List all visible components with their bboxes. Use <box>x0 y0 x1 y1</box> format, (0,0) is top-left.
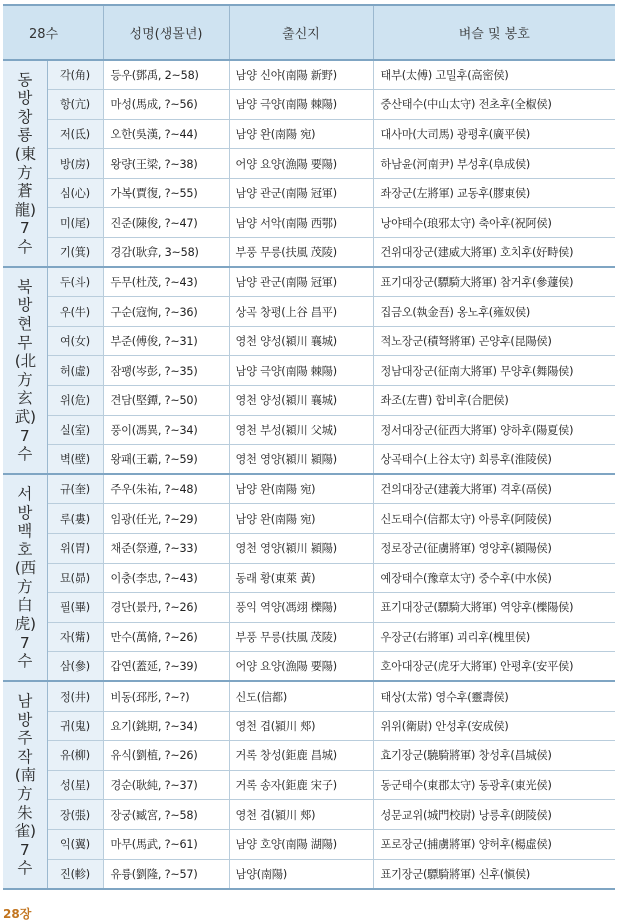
table-row <box>3 859 615 889</box>
title-cell: 상곡태수(上谷太守) 회릉후(淮陵侯) <box>373 445 615 475</box>
place-cell: 남양 극양(南陽 棘陽) <box>229 90 373 120</box>
star-cell: 루(婁) <box>47 504 103 534</box>
title-cell: 효기장군(驍騎將軍) 창성후(昌城侯) <box>373 741 615 771</box>
star-cell: 벽(壁) <box>47 445 103 475</box>
title-cell: 하남윤(河南尹) 부성후(阜成侯) <box>373 149 615 179</box>
table-row <box>3 504 615 534</box>
title-cell: 표기대장군(驃騎大將軍) 역양후(櫟陽侯) <box>373 593 615 623</box>
name-cell: 유식(劉植, ?~26) <box>103 741 229 771</box>
star-cell: 허(虛) <box>47 356 103 386</box>
star-cell: 심(心) <box>47 178 103 208</box>
name-cell: 유륭(劉隆, ?~57) <box>103 859 229 889</box>
star-cell: 자(觜) <box>47 622 103 652</box>
name-cell: 가복(賈復, ?~55) <box>103 178 229 208</box>
table-row <box>3 622 615 652</box>
star-cell: 삼(參) <box>47 652 103 682</box>
group-label: 동방 창룡(東方 蒼龍) 7수 <box>14 70 36 256</box>
table-row <box>3 267 615 297</box>
place-cell: 어양 요양(漁陽 要陽) <box>229 149 373 179</box>
table-row <box>3 149 615 179</box>
place-cell: 영천 양성(潁川 襄城) <box>229 386 373 416</box>
place-cell: 거록 창성(鉅鹿 昌城) <box>229 741 373 771</box>
star-cell: 귀(鬼) <box>47 711 103 741</box>
table-row <box>3 445 615 475</box>
group-label-cell <box>3 267 47 474</box>
place-cell: 거록 송자(鉅鹿 宋子) <box>229 770 373 800</box>
group-label-cell <box>3 60 47 267</box>
header-title: 벼슬 및 봉호 <box>373 5 615 60</box>
title-cell: 정서대장군(征西大將軍) 양하후(陽夏侯) <box>373 415 615 445</box>
place-cell: 남양 관군(南陽 冠軍) <box>229 267 373 297</box>
table-row <box>3 534 615 564</box>
name-cell: 풍이(馮異, ?~34) <box>103 415 229 445</box>
star-cell: 규(奎) <box>47 474 103 504</box>
header-name: 성명(생몰년) <box>103 5 229 60</box>
name-cell: 경순(耿純, ?~37) <box>103 770 229 800</box>
title-cell: 건위대장군(建威大將軍) 호치후(好畤侯) <box>373 238 615 268</box>
name-cell: 이충(李忠, ?~43) <box>103 563 229 593</box>
place-cell: 남양 완(南陽 宛) <box>229 474 373 504</box>
name-cell: 경단(景丹, ?~26) <box>103 593 229 623</box>
header-star: 28수 <box>3 5 103 60</box>
table-row <box>3 652 615 682</box>
place-cell: 영천 영양(潁川 潁陽) <box>229 534 373 564</box>
title-cell: 낭야태수(琅邪太守) 축아후(祝阿侯) <box>373 208 615 238</box>
table-row <box>3 415 615 445</box>
star-cell: 기(箕) <box>47 238 103 268</box>
title-cell: 예장태수(豫章太守) 중수후(中水侯) <box>373 563 615 593</box>
table-row <box>3 681 615 711</box>
table-wrapper <box>3 4 615 890</box>
name-cell: 장궁(臧宮, ?~58) <box>103 800 229 830</box>
name-cell: 마무(馬武, ?~61) <box>103 829 229 859</box>
table-row <box>3 326 615 356</box>
name-cell: 임광(任光, ?~29) <box>103 504 229 534</box>
star-generals-table <box>3 4 615 890</box>
place-cell: 남양 관군(南陽 冠軍) <box>229 178 373 208</box>
title-cell: 건의대장군(建義大將軍) 격후(鬲侯) <box>373 474 615 504</box>
title-cell: 태상(太常) 영수후(靈壽侯) <box>373 681 615 711</box>
group-label: 남방 주작(南方 朱雀) 7수 <box>14 692 36 878</box>
place-cell: 영천 겹(潁川 郟) <box>229 800 373 830</box>
title-cell: 동군태수(東郡太守) 동광후(東光侯) <box>373 770 615 800</box>
title-cell: 성문교위(城門校尉) 낭릉후(朗陵侯) <box>373 800 615 830</box>
star-cell: 항(亢) <box>47 90 103 120</box>
place-cell: 영천 겹(潁川 郟) <box>229 711 373 741</box>
star-cell: 실(室) <box>47 415 103 445</box>
title-cell: 위위(衛尉) 안성후(安成侯) <box>373 711 615 741</box>
title-cell: 적노장군(積弩將軍) 곤양후(昆陽侯) <box>373 326 615 356</box>
table-row <box>3 829 615 859</box>
place-cell: 영천 부성(潁川 父城) <box>229 415 373 445</box>
place-cell: 풍익 역양(馮翊 櫟陽) <box>229 593 373 623</box>
star-cell: 두(斗) <box>47 267 103 297</box>
name-cell: 견담(堅鐔, ?~50) <box>103 386 229 416</box>
table-row <box>3 474 615 504</box>
star-cell: 묘(昴) <box>47 563 103 593</box>
table-row <box>3 563 615 593</box>
name-cell: 오한(吳漢, ?~44) <box>103 119 229 149</box>
place-cell: 남양(南陽) <box>229 859 373 889</box>
star-cell: 유(柳) <box>47 741 103 771</box>
place-cell: 어양 요양(漁陽 要陽) <box>229 652 373 682</box>
title-cell: 우장군(右將軍) 괴리후(槐里侯) <box>373 622 615 652</box>
name-cell: 부준(傅俊, ?~31) <box>103 326 229 356</box>
table-row <box>3 770 615 800</box>
star-cell: 위(胃) <box>47 534 103 564</box>
table-row <box>3 593 615 623</box>
name-cell: 만수(萬脩, ?~26) <box>103 622 229 652</box>
group-label: 북방 현무(北方 玄武) 7수 <box>14 277 36 464</box>
name-cell: 왕량(王梁, ?~38) <box>103 149 229 179</box>
star-cell: 필(畢) <box>47 593 103 623</box>
title-cell: 중산태수(中山太守) 전초후(全椒侯) <box>373 90 615 120</box>
star-cell: 장(張) <box>47 800 103 830</box>
group-label-cell <box>3 474 47 681</box>
star-cell: 여(女) <box>47 326 103 356</box>
place-cell: 동래 황(東萊 黃) <box>229 563 373 593</box>
table-row <box>3 711 615 741</box>
place-cell: 남양 신야(南陽 新野) <box>229 60 373 90</box>
table-header-row <box>3 5 615 60</box>
table-row <box>3 119 615 149</box>
place-cell: 남양 완(南陽 宛) <box>229 119 373 149</box>
name-cell: 비동(邳彤, ?~?) <box>103 681 229 711</box>
name-cell: 구순(寇恂, ?~36) <box>103 297 229 327</box>
table-row <box>3 238 615 268</box>
name-cell: 두무(杜茂, ?~43) <box>103 267 229 297</box>
table-row <box>3 800 615 830</box>
title-cell: 호아대장군(虎牙大將軍) 안평후(安平侯) <box>373 652 615 682</box>
place-cell: 영천 양성(潁川 襄城) <box>229 326 373 356</box>
name-cell: 잠팽(岑彭, ?~35) <box>103 356 229 386</box>
name-cell: 채준(祭遵, ?~33) <box>103 534 229 564</box>
title-cell: 태부(太傅) 고밀후(高密侯) <box>373 60 615 90</box>
title-cell: 집금오(執金吾) 옹노후(雍奴侯) <box>373 297 615 327</box>
title-cell: 대사마(大司馬) 광평후(廣平侯) <box>373 119 615 149</box>
star-cell: 미(尾) <box>47 208 103 238</box>
star-cell: 방(房) <box>47 149 103 179</box>
star-cell: 위(危) <box>47 386 103 416</box>
title-cell: 정남대장군(征南大將軍) 무양후(舞陽侯) <box>373 356 615 386</box>
place-cell: 부풍 무릉(扶風 茂陵) <box>229 622 373 652</box>
star-cell: 익(翼) <box>47 829 103 859</box>
name-cell: 마성(馬成, ?~56) <box>103 90 229 120</box>
place-cell: 남양 극양(南陽 棘陽) <box>229 356 373 386</box>
name-cell: 등우(鄧禹, 2~58) <box>103 60 229 90</box>
place-cell: 신도(信都) <box>229 681 373 711</box>
title-cell: 신도태수(信都太守) 아릉후(阿陵侯) <box>373 504 615 534</box>
place-cell: 남양 호양(南陽 湖陽) <box>229 829 373 859</box>
table-row <box>3 60 615 90</box>
table-row <box>3 386 615 416</box>
name-cell: 요기(銚期, ?~34) <box>103 711 229 741</box>
table-row <box>3 741 615 771</box>
table-row <box>3 356 615 386</box>
group-label-cell <box>3 681 47 888</box>
star-cell: 우(牛) <box>47 297 103 327</box>
title-cell: 표기장군(驃騎將軍) 신후(愼侯) <box>373 859 615 889</box>
header-place: 출신지 <box>229 5 373 60</box>
name-cell: 왕패(王霸, ?~59) <box>103 445 229 475</box>
star-cell: 진(軫) <box>47 859 103 889</box>
table-row <box>3 297 615 327</box>
place-cell: 상곡 창평(上谷 昌平) <box>229 297 373 327</box>
place-cell: 남양 서악(南陽 西鄂) <box>229 208 373 238</box>
name-cell: 경감(耿弇, 3~58) <box>103 238 229 268</box>
star-cell: 각(角) <box>47 60 103 90</box>
group-label: 서방 백호(西方 白虎) 7수 <box>14 484 36 671</box>
star-cell: 정(井) <box>47 681 103 711</box>
title-cell: 포로장군(捕虜將軍) 양허후(楊虛侯) <box>373 829 615 859</box>
table-row <box>3 178 615 208</box>
table-row <box>3 90 615 120</box>
name-cell: 진준(陳俊, ?~47) <box>103 208 229 238</box>
place-cell: 영천 영양(潁川 潁陽) <box>229 445 373 475</box>
name-cell: 갑연(蓋延, ?~39) <box>103 652 229 682</box>
place-cell: 부풍 무릉(扶風 茂陵) <box>229 238 373 268</box>
star-cell: 저(氐) <box>47 119 103 149</box>
title-cell: 좌조(左曹) 합비후(合肥侯) <box>373 386 615 416</box>
name-cell: 주우(朱祐, ?~48) <box>103 474 229 504</box>
caption: 28장 <box>3 907 32 921</box>
table-body <box>3 60 615 889</box>
table-row <box>3 208 615 238</box>
star-cell: 성(星) <box>47 770 103 800</box>
title-cell: 정로장군(征虜將軍) 영양후(潁陽侯) <box>373 534 615 564</box>
title-cell: 좌장군(左將軍) 교동후(膠東侯) <box>373 178 615 208</box>
place-cell: 남양 완(南陽 宛) <box>229 504 373 534</box>
title-cell: 표기대장군(驃騎大將軍) 참거후(參蘧侯) <box>373 267 615 297</box>
